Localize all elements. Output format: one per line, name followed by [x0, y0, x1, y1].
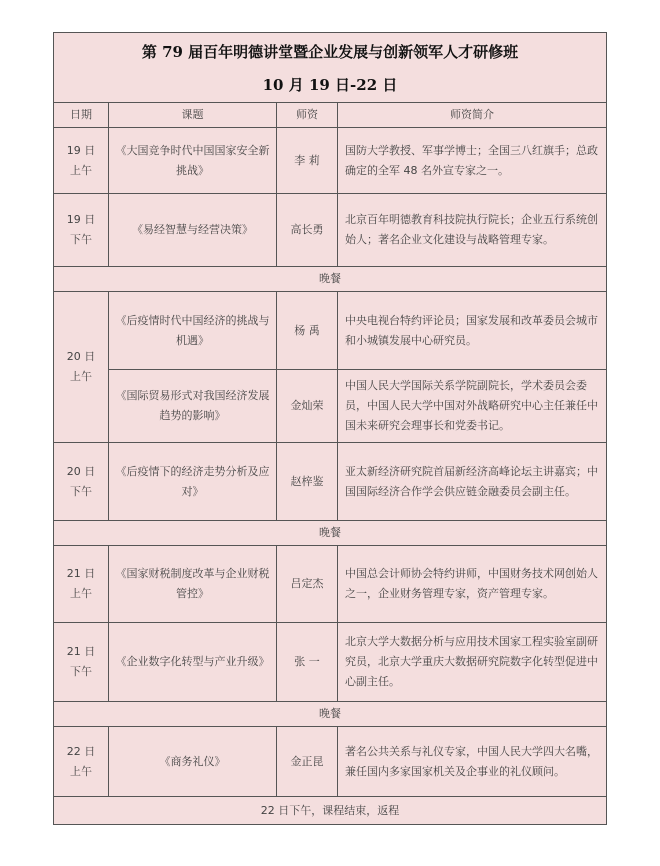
- footer-row: [54, 797, 607, 825]
- topic-cell: 《商务礼仪》: [109, 727, 277, 797]
- date-cell: 21 日 下午: [54, 623, 109, 702]
- bio-cell: 北京大学大数据分析与应用技术国家工程实验室副研究员，北京大学重庆大数据研究院数字化转型促进中心副主任。: [338, 623, 607, 702]
- date-cell: 21 日 上午: [54, 546, 109, 623]
- title-cell: [54, 33, 607, 103]
- header-teacher: 师资: [277, 103, 338, 128]
- bio-cell: 北京百年明德教育科技院执行院长；企业五行系统创始人；著名企业文化建设与战略管理专家。: [338, 194, 607, 267]
- topic-cell: 《后疫情下的经济走势分析及应对》: [109, 443, 277, 521]
- header-topic: 课题: [109, 103, 277, 128]
- table-row: [54, 128, 607, 194]
- date-cell: 19 日 下午: [54, 194, 109, 267]
- meal-row: [54, 267, 607, 292]
- bio-cell: 著名公共关系与礼仪专家，中国人民大学四大名嘴，兼任国内多家国家机关及企事业的礼仪顾问。: [338, 727, 607, 797]
- topic-cell: 《企业数字化转型与产业升级》: [109, 623, 277, 702]
- bio-cell: 中国总会计师协会特约讲师，中国财务技术网创始人之一，企业财务管理专家，资产管理专家。: [338, 546, 607, 623]
- meal-cell: 晚餐: [54, 521, 607, 546]
- teacher-cell: 金正昆: [277, 727, 338, 797]
- teacher-cell: 吕定杰: [277, 546, 338, 623]
- table-row: [54, 623, 607, 702]
- table-row: [54, 370, 607, 443]
- bio-cell: 中央电视台特约评论员；国家发展和改革委员会城市和小城镇发展中心研究员。: [338, 292, 607, 370]
- date-cell: 20 日 下午: [54, 443, 109, 521]
- meal-row: [54, 702, 607, 727]
- date-cell: 22 日 上午: [54, 727, 109, 797]
- teacher-cell: 杨 禹: [277, 292, 338, 370]
- meal-cell: 晚餐: [54, 267, 607, 292]
- topic-cell: 《易经智慧与经营决策》: [109, 194, 277, 267]
- header-bio: 师资简介: [338, 103, 607, 128]
- teacher-cell: 张 一: [277, 623, 338, 702]
- schedule-table: [53, 32, 607, 825]
- teacher-cell: 李 莉: [277, 128, 338, 194]
- teacher-cell: 金灿荣: [277, 370, 338, 443]
- teacher-cell: 赵梓鉴: [277, 443, 338, 521]
- teacher-cell: 高长勇: [277, 194, 338, 267]
- table-row: [54, 194, 607, 267]
- footer-cell: 22 日下午，课程结束，返程: [54, 797, 607, 825]
- date-cell: 19 日 上午: [54, 128, 109, 194]
- topic-cell: 《后疫情时代中国经济的挑战与机遇》: [109, 292, 277, 370]
- header-date: 日期: [54, 103, 109, 128]
- date-cell: 20 日 上午: [54, 292, 109, 443]
- date-range: 10 月 19 日-22 日: [262, 75, 398, 94]
- header-row: [54, 103, 607, 128]
- bio-cell: 中国人民大学国际关系学院副院长，学术委员会委员，中国人民大学中国对外战略研究中心主任兼任中国未来研究会理事长和党委书记。: [338, 370, 607, 443]
- table-row: [54, 443, 607, 521]
- topic-cell: 《大国竞争时代中国国家安全新挑战》: [109, 128, 277, 194]
- table-row: [54, 292, 607, 370]
- page-title: 第 79 届百年明德讲堂暨企业发展与创新领军人才研修班: [141, 42, 519, 61]
- table-row: [54, 546, 607, 623]
- topic-cell: 《国际贸易形式对我国经济发展趋势的影响》: [109, 370, 277, 443]
- meal-cell: 晚餐: [54, 702, 607, 727]
- meal-row: [54, 521, 607, 546]
- bio-cell: 亚太新经济研究院首届新经济高峰论坛主讲嘉宾；中国国际经济合作学会供应链金融委员会副主任。: [338, 443, 607, 521]
- bio-cell: 国防大学教授、军事学博士；全国三八红旗手；总政确定的全军 48 名外宣专家之一。: [338, 128, 607, 194]
- table-row: [54, 727, 607, 797]
- topic-cell: 《国家财税制度改革与企业财税管控》: [109, 546, 277, 623]
